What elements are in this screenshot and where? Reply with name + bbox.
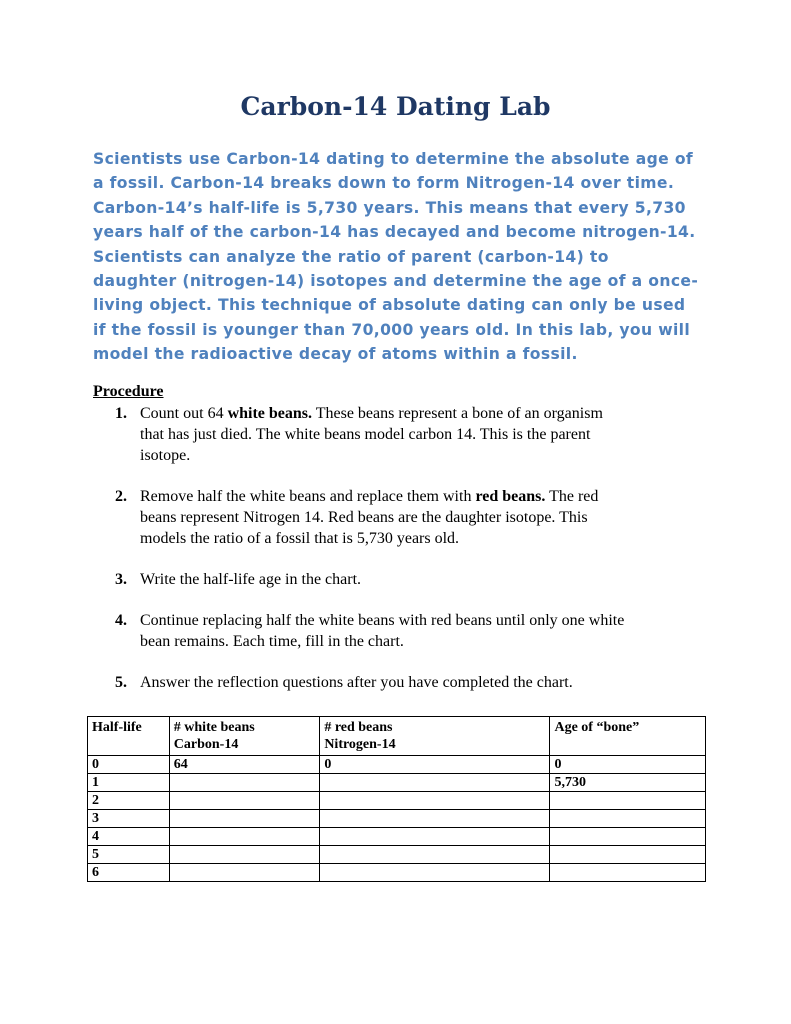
- procedure-heading: Procedure: [93, 383, 164, 400]
- procedure-step-5: [93, 672, 713, 693]
- header-half-life: Half-life: [88, 717, 170, 756]
- header-white-beans-label: # white beans: [173, 720, 255, 735]
- cell-age: 5,730: [550, 774, 706, 792]
- cell-age: [550, 846, 706, 864]
- intro-line: Scientists use Carbon-14 dating to determine the absolute age of: [93, 150, 694, 168]
- table-row: [88, 810, 706, 828]
- header-age: Age of “bone”: [550, 717, 706, 756]
- intro-line: model the radioactive decay of atoms within a fossil.: [93, 345, 578, 364]
- intro-line: living object. This technique of absolute dating can only be used: [93, 296, 686, 315]
- cell-red-beans: [320, 774, 550, 792]
- intro-line: Scientists can analyze the ratio of parent (carbon-14) to: [93, 247, 609, 266]
- cell-red-beans: [320, 846, 550, 864]
- intro-line: a fossil. Carbon-14 breaks down to form Nitrogen-14 over time.: [93, 174, 675, 193]
- cell-half-life: 5: [88, 846, 170, 864]
- header-carbon-14-label: Carbon-14: [173, 737, 239, 752]
- step-number: 1.: [115, 405, 127, 422]
- step-text: Count out 64: [140, 405, 228, 422]
- intro-line: Carbon-14’s half-life is 5,730 years. This means that every 5,730: [93, 198, 686, 217]
- cell-red-beans: 0: [320, 756, 550, 774]
- cell-half-life: 0: [88, 756, 170, 774]
- cell-half-life: 3: [88, 810, 170, 828]
- cell-age: 0: [550, 756, 706, 774]
- cell-half-life: 6: [88, 864, 170, 882]
- step-number: 4.: [115, 612, 127, 629]
- cell-age: [550, 828, 706, 846]
- cell-age: [550, 792, 706, 810]
- cell-half-life: 2: [88, 792, 170, 810]
- step-number: 2.: [115, 488, 127, 505]
- cell-white-beans: 64: [169, 756, 320, 774]
- step-text: Remove half the white beans and replace them with: [140, 488, 476, 505]
- cell-half-life: 4: [88, 828, 170, 846]
- procedure-step-4: [93, 610, 713, 652]
- cell-white-beans: [169, 792, 320, 810]
- cell-white-beans: [169, 864, 320, 882]
- step-text: isotope.: [140, 447, 191, 464]
- step-emphasis: white beans.: [227, 405, 313, 422]
- header-white-beans: [169, 717, 320, 756]
- step-text: that has just died. The white beans model carbon 14. This is the parent: [140, 426, 591, 443]
- cell-white-beans: [169, 810, 320, 828]
- cell-red-beans: [320, 792, 550, 810]
- procedure-section: [93, 381, 713, 693]
- table-row: [88, 792, 706, 810]
- step-text: These beans represent a bone of an organism: [312, 405, 603, 422]
- cell-white-beans: [169, 774, 320, 792]
- procedure-step-3: [93, 569, 713, 590]
- step-emphasis: red beans.: [475, 488, 546, 505]
- step-text: Continue replacing half the white beans with red beans until only one white: [140, 612, 625, 629]
- step-number: 3.: [115, 571, 127, 588]
- cell-age: [550, 810, 706, 828]
- intro-line: years half of the carbon-14 has decayed and become nitrogen-14.: [93, 223, 696, 242]
- step-text: models the ratio of a fossil that is 5,730 years old.: [140, 530, 460, 547]
- step-text: The red: [545, 488, 599, 505]
- intro-line: daughter (nitrogen-14) isotopes and determine the age of a once-: [93, 272, 699, 291]
- step-text: Answer the reflection questions after you have completed the chart.: [140, 674, 573, 691]
- step-number: 5.: [115, 674, 127, 691]
- cell-red-beans: [320, 864, 550, 882]
- header-red-beans-label: # red beans: [324, 720, 393, 735]
- procedure-step-1: [93, 403, 713, 466]
- table-row: [88, 774, 706, 792]
- cell-half-life: 1: [88, 774, 170, 792]
- step-text: Write the half-life age in the chart.: [140, 571, 362, 588]
- half-life-chart: [87, 716, 706, 882]
- cell-red-beans: [320, 828, 550, 846]
- step-text: bean remains. Each time, fill in the chart.: [140, 633, 404, 650]
- chart-header-row: [88, 717, 706, 756]
- step-text: beans represent Nitrogen 14. Red beans are the daughter isotope. This: [140, 509, 588, 526]
- cell-white-beans: [169, 828, 320, 846]
- cell-red-beans: [320, 810, 550, 828]
- cell-white-beans: [169, 846, 320, 864]
- procedure-step-2: [93, 486, 713, 549]
- intro-line: if the fossil is younger than 70,000 years old. In this lab, you will: [93, 320, 691, 339]
- cell-age: [550, 864, 706, 882]
- table-row: [88, 756, 706, 774]
- header-red-beans: [320, 717, 550, 756]
- table-row: [88, 864, 706, 882]
- page-title: Carbon-14 Dating Lab: [240, 92, 551, 121]
- header-nitrogen-14-label: Nitrogen-14: [324, 737, 396, 752]
- intro-paragraph: [93, 147, 713, 367]
- table-row: [88, 828, 706, 846]
- procedure-steps: [93, 403, 713, 693]
- table-row: [88, 846, 706, 864]
